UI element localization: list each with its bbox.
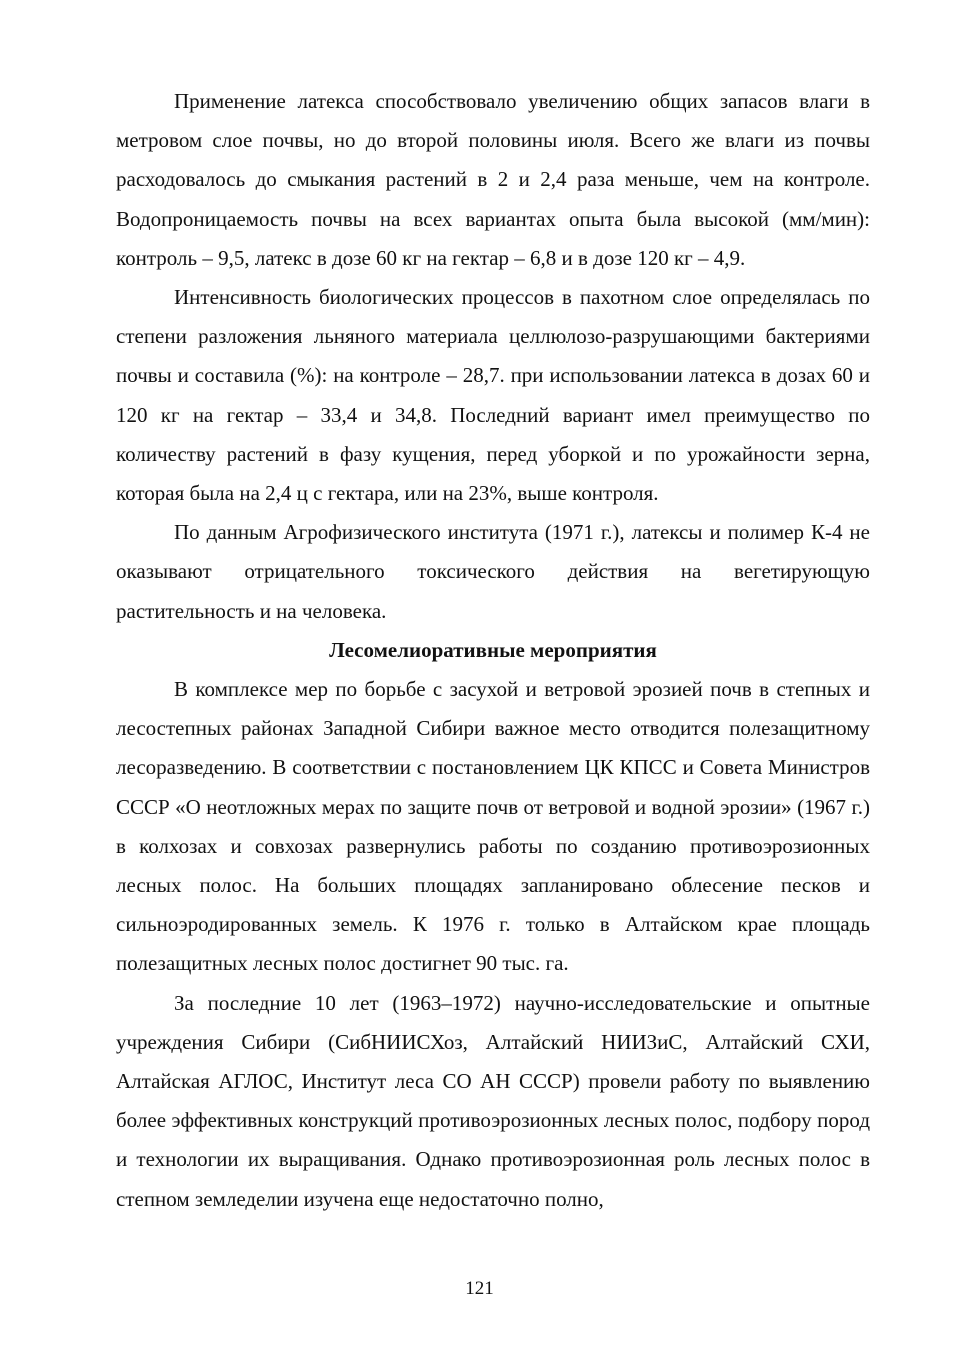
page-number: 121 — [465, 1278, 494, 1299]
paragraph-research-institutions: За последние 10 лет (1963–1972) научно-исследовательские и опытные учреждения Сибири (СибНИИСХоз, Алтайский НИИЗиС, Алтайский СХИ, Алтайская АГЛОС, Институт леса СО АН СССР) провели работу по выявлению более эффективных конструкций противоэрозионных лесных полос, подбору пород и технологии их выращивания. Однако противоэрозионная роль лесных полос в степном земледелии изучена еще недостаточно полно, — [116, 990, 870, 1211]
section-heading: Лесомелиоративные мероприятия — [329, 637, 657, 662]
page-body — [116, 82, 870, 1219]
paragraph-forest-belts: В комплексе мер по борьбе с засухой и ветровой эрозией почв в степных и лесостепных районах Западной Сибири важное место отводится полезащитному лесоразведению. В соответствии с постановлением ЦК КПСС и Совета Министров СССР «О неотложных мерах по защите почв от ветровой и водной эрозии» (1967 г.) в колхозах и совхозах развернулись работы по созданию противоэрозионных лесных полос. На больших площадях запланировано облесение песков и сильноэродированных земель. К 1976 г. только в Алтайском крае площадь полезащитных лесных полос достигнет 90 тыс. га. — [116, 677, 870, 976]
paragraph-latex-moisture: Применение латекса способствовало увеличению общих запасов влаги в метровом слое почвы, но до второй половины июля. Всего же влаги из почвы расходовалось до смыкания растений в 2 и 2,4 раза меньше, чем на контроле. Водопроницаемость почвы на всех вариантах опыта была высокой (мм/мин): контроль – 9,5, латекс в дозе 60 кг на гектар – 6,8 и в дозе 120 кг – 4,9. — [116, 89, 870, 270]
paragraph-biological-processes: Интенсивность биологических процессов в пахотном слое определялась по степени разложения льняного материала целлюлозо-разрушающими бактериями почвы и составила (%): на контроле – 28,7. при использовании латекса в дозах 60 и 120 кг на гектар – 33,4 и 34,8. Последний вариант имел преимущество по количеству растений в фазу кущения, перед уборкой и по урожайности зерна, которая была на 2,4 ц с гектара, или на 23%, выше контроля. — [116, 285, 870, 506]
paragraph-agrophysical-institute: По данным Агрофизического института (1971 г.), латексы и полимер К-4 не оказывают отрицательного токсического действия на вегетирующую растительность и на человека. — [116, 520, 870, 623]
